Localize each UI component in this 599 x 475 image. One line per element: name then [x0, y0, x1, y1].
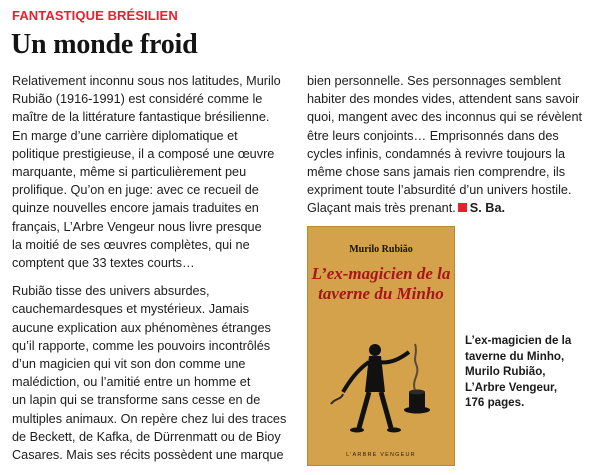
text-line: malédiction, ou l’amitié entre un homme et: [12, 375, 251, 390]
book-caption: [465, 333, 595, 411]
caption-line: taverne du Minho,: [465, 349, 565, 363]
article-column-2: [307, 72, 592, 218]
text-line: qu’il rapporte, comme les pouvoirs incontrôlés: [12, 338, 271, 353]
paragraph-1: [12, 72, 294, 272]
rubric: FANTASTIQUE BRÉSILIEN: [12, 8, 178, 23]
text-line: français, L’Arbre Vengeur nous livre presque: [12, 219, 262, 234]
caption-line: L’ex-magicien de la: [465, 334, 572, 347]
closing-sentence: Glaçant mais très prenant.: [307, 201, 456, 216]
paragraph-2: [12, 282, 294, 464]
book-cover-publisher: L’ARBRE VENGEUR: [346, 452, 416, 458]
text-line: un lapin qui se transforme sans cesse en de: [12, 393, 261, 408]
book-cover-title-line: L’ex-magicien de la: [311, 264, 451, 283]
text-line: politique prestigieuse, il a composé une œuvre: [12, 146, 275, 161]
caption-line: 176 pages.: [465, 396, 525, 410]
text-line: comptent que 33 textes courts…: [12, 256, 195, 271]
text-line: cycles infinis, condamnés à revivre toujours la: [307, 146, 566, 161]
end-mark-square-icon: [458, 203, 467, 212]
text-line: même chose sans jamais rien comprendre, ils: [307, 165, 566, 180]
text-line: marquante, même si particulièrement peu: [12, 165, 247, 180]
caption-line: L’Arbre Vengeur,: [465, 380, 558, 394]
book-cover-image: [307, 226, 455, 466]
headline: Un monde froid: [11, 29, 198, 60]
book-cover-title: [311, 264, 451, 304]
text-line: bien personnelle. Ses personnages semblent: [307, 74, 561, 88]
text-line: prolifique. Qu’on en juge: avec ce recueil de: [12, 183, 259, 198]
text-line: Rubião (1916-1991) est considéré comme le: [12, 92, 263, 107]
text-line: Rubião tisse des univers absurdes,: [12, 284, 210, 299]
magician-illustration: [317, 334, 445, 446]
article-column-1: [12, 72, 294, 464]
text-line: habiter des mondes vides, attendent sans savoir: [307, 92, 580, 107]
text-line: expriment toute l’absurdité d’un univers hostile.: [307, 183, 572, 198]
text-line: cauchemardesques et mystérieux. Jamais: [12, 302, 249, 317]
text-line: aucune explication aux phénomènes étranges: [12, 320, 271, 335]
text-line: quoi, mangent avec des inconnus qui se révèlent: [307, 110, 583, 125]
text-line: être leurs conjoints… Emprisonnés dans des: [307, 128, 559, 143]
text-line: Relativement inconnu sous nos latitudes, Murilo: [12, 74, 281, 88]
text-line: la moitié de ses œuvres complètes, qui ne: [12, 237, 250, 252]
text-line: maître de la littérature fantastique brésilienne.: [12, 110, 270, 125]
text-line: En marge d’une carrière diplomatique et: [12, 128, 238, 143]
paragraph-3: [307, 72, 592, 218]
author-signature: S. Ba.: [469, 201, 506, 216]
text-line: quinze nouvelles encore jamais traduites en: [12, 201, 259, 216]
book-cover-title-line: taverne du Minho: [318, 284, 444, 303]
text-line: Casares. Mais ses récits possèdent une marque: [12, 448, 284, 463]
book-cover-author: Murilo Rubião: [349, 244, 413, 255]
text-line: d’un magicien qui vit son don comme une: [12, 357, 246, 372]
caption-line: Murilo Rubião,: [465, 365, 546, 379]
text-line: de Beckett, de Kafka, de Dürrenmatt ou de Bioy: [12, 429, 281, 444]
text-line: multiples animaux. On repère chez lui des traces: [12, 411, 287, 426]
text-line: [307, 199, 592, 217]
